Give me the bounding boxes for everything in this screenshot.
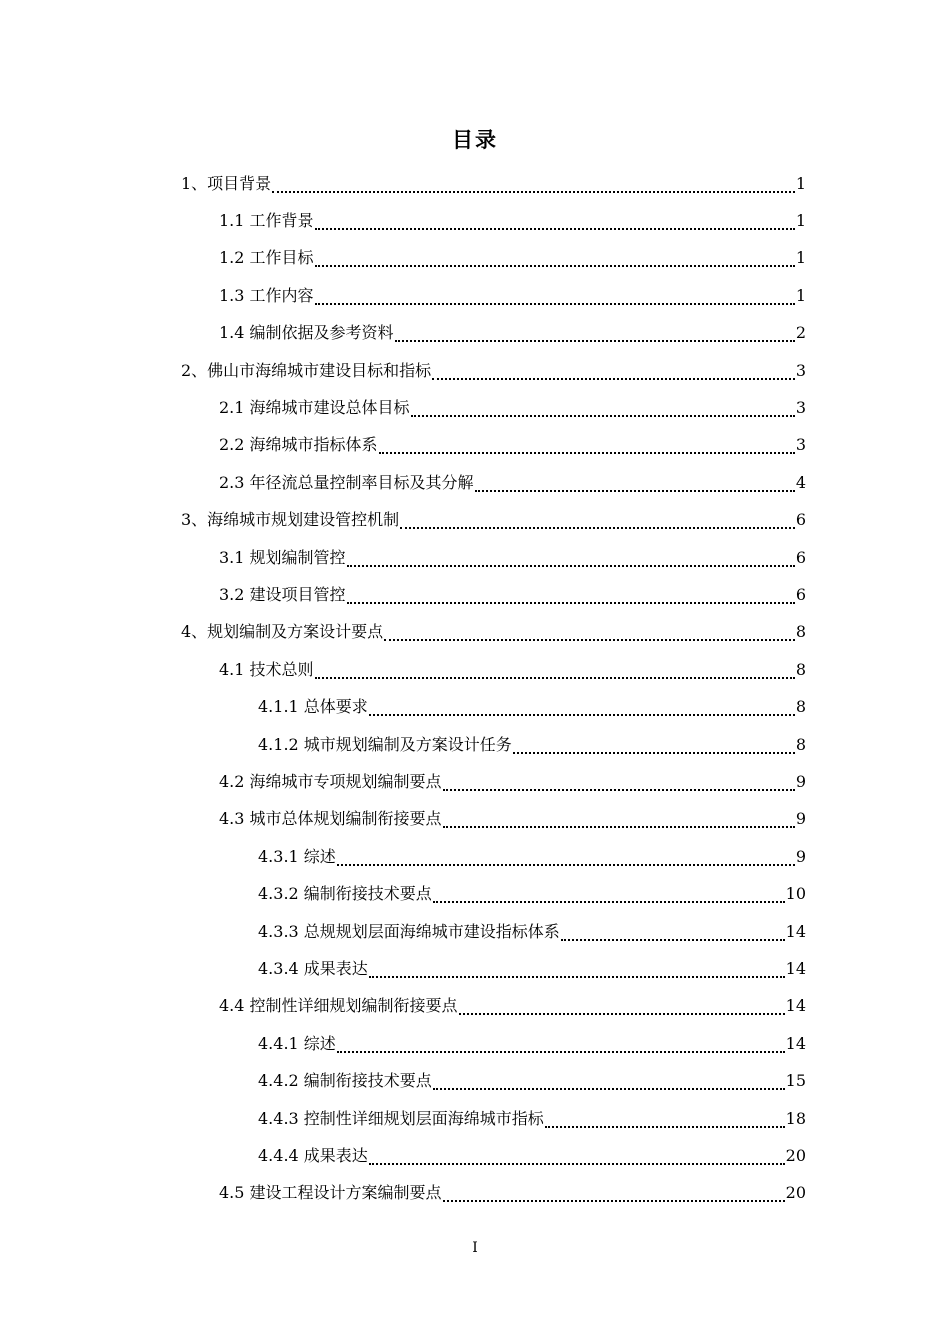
toc-entry[interactable]: [258, 913, 806, 950]
toc-entry-title: 4.3.2 编制衔接技术要点: [258, 884, 432, 904]
toc-entry-page: 14: [785, 921, 806, 941]
toc-entry[interactable]: [258, 726, 806, 763]
toc-entry-title: 4.3 城市总体规划编制衔接要点: [219, 809, 442, 829]
toc-entry-page: 9: [795, 771, 806, 791]
toc-entry[interactable]: [258, 689, 806, 726]
toc-entry-title: 1.4 编制依据及参考资料: [219, 323, 394, 343]
toc-dot-leader: [272, 181, 795, 193]
toc-dot-leader: [369, 1153, 785, 1165]
toc-entry-page: 1: [795, 173, 806, 193]
toc-entry-page: 1: [795, 285, 806, 305]
toc-dot-leader: [315, 293, 795, 305]
toc-dot-leader: [545, 1116, 785, 1128]
toc-entry-page: 10: [785, 884, 806, 904]
toc-dot-leader: [433, 891, 785, 903]
toc-entry-title: 1.1 工作背景: [219, 210, 314, 230]
toc-dot-leader: [347, 555, 795, 567]
toc-entry-page: 3: [795, 360, 806, 380]
toc-dot-leader: [411, 405, 795, 417]
toc-entry-title: 4.5 建设工程设计方案编制要点: [219, 1183, 442, 1203]
toc-dot-leader: [459, 1003, 785, 1015]
toc-dot-leader: [379, 442, 795, 454]
toc-entry[interactable]: [219, 427, 806, 464]
toc-entry[interactable]: [219, 576, 806, 613]
toc-entry[interactable]: [219, 202, 806, 239]
toc-entry[interactable]: [219, 763, 806, 800]
toc-entry-title: 4、规划编制及方案设计要点: [181, 622, 384, 642]
toc-entry-page: 8: [795, 659, 806, 679]
toc-entry-title: 4.4.4 成果表达: [258, 1145, 368, 1165]
toc-entry[interactable]: [219, 1175, 806, 1212]
toc-entry[interactable]: [219, 539, 806, 576]
toc-entry-page: 1: [795, 248, 806, 268]
toc-dot-leader: [369, 704, 795, 716]
toc-entry[interactable]: [219, 389, 806, 426]
toc-entry-title: 4.4.3 控制性详细规划层面海绵城市指标: [258, 1108, 544, 1128]
toc-entry[interactable]: [181, 502, 806, 539]
toc-entry-page: 2: [795, 323, 806, 343]
toc-entry-title: 3.2 建设项目管控: [219, 584, 346, 604]
toc-dot-leader: [315, 255, 795, 267]
toc-entry-title: 4.3.4 成果表达: [258, 958, 368, 978]
toc-entry-title: 1.3 工作内容: [219, 285, 314, 305]
toc-entry-title: 2.3 年径流总量控制率目标及其分解: [219, 472, 474, 492]
toc-entry-title: 4.1 技术总则: [219, 659, 314, 679]
toc-entry-page: 3: [795, 397, 806, 417]
toc-entry-page: 3: [795, 435, 806, 455]
toc-entry[interactable]: [258, 876, 806, 913]
toc-entry-page: 4: [795, 472, 806, 492]
toc-entry-page: 20: [785, 1145, 806, 1165]
toc-entry-page: 14: [785, 1033, 806, 1053]
toc-dot-leader: [561, 929, 785, 941]
toc-entry-title: 2、佛山市海绵城市建设目标和指标: [181, 360, 432, 380]
toc-entry-page: 8: [795, 697, 806, 717]
toc-dot-leader: [400, 517, 795, 529]
toc-dot-leader: [315, 667, 795, 679]
toc-entry-title: 4.1.2 城市规划编制及方案设计任务: [258, 734, 512, 754]
toc-dot-leader: [443, 816, 795, 828]
toc-dot-leader: [384, 629, 795, 641]
toc-entry[interactable]: [258, 1025, 806, 1062]
toc-entry-page: 9: [795, 809, 806, 829]
toc-entry[interactable]: [219, 801, 806, 838]
page-number: I: [472, 1240, 478, 1256]
toc-entry-title: 4.4 控制性详细规划编制衔接要点: [219, 996, 458, 1016]
toc-entry[interactable]: [181, 165, 806, 202]
toc-entry[interactable]: [181, 352, 806, 389]
toc-entry-title: 2.2 海绵城市指标体系: [219, 435, 378, 455]
toc-entry[interactable]: [258, 1137, 806, 1174]
toc-entry-page: 6: [795, 547, 806, 567]
toc-entry-page: 9: [795, 846, 806, 866]
toc-entry-page: 6: [795, 584, 806, 604]
toc-entry-page: 18: [785, 1108, 806, 1128]
toc-entry[interactable]: [258, 950, 806, 987]
toc-entry-page: 14: [785, 958, 806, 978]
toc-entry-page: 8: [795, 622, 806, 642]
toc-entry-page: 6: [795, 510, 806, 530]
toc-entry-title: 4.4.2 编制衔接技术要点: [258, 1071, 432, 1091]
toc-dot-leader: [337, 1041, 785, 1053]
toc-entry-page: 15: [785, 1071, 806, 1091]
toc-entry-page: 8: [795, 734, 806, 754]
toc-dot-leader: [369, 966, 785, 978]
toc-entry[interactable]: [219, 988, 806, 1025]
toc-entry-title: 3.1 规划编制管控: [219, 547, 346, 567]
toc-entry[interactable]: [219, 464, 806, 501]
toc-entry[interactable]: [219, 651, 806, 688]
toc-entry-page: 1: [795, 210, 806, 230]
toc-entry[interactable]: [219, 315, 806, 352]
toc-entry[interactable]: [258, 1063, 806, 1100]
toc-entry[interactable]: [181, 614, 806, 651]
toc-dot-leader: [443, 1190, 785, 1202]
toc-dot-leader: [315, 218, 795, 230]
toc-entry-title: 4.4.1 综述: [258, 1033, 336, 1053]
toc-dot-leader: [395, 330, 795, 342]
toc-dot-leader: [475, 480, 795, 492]
toc-dot-leader: [432, 368, 795, 380]
toc-dot-leader: [433, 1078, 785, 1090]
toc-dot-leader: [443, 779, 795, 791]
toc-entry-page: 14: [785, 996, 806, 1016]
toc-dot-leader: [337, 854, 795, 866]
toc-entry[interactable]: [258, 1100, 806, 1137]
toc-entry[interactable]: [219, 240, 806, 277]
page-title: 目录: [452, 128, 498, 152]
toc-entry-title: 4.3.1 综述: [258, 846, 336, 866]
toc-entry-title: 4.1.1 总体要求: [258, 697, 368, 717]
toc-entry-page: 20: [785, 1183, 806, 1203]
toc-entry-title: 2.1 海绵城市建设总体目标: [219, 397, 410, 417]
toc-entry-title: 1、项目背景: [181, 173, 272, 193]
toc-dot-leader: [513, 742, 795, 754]
toc-entry-title: 3、海绵城市规划建设管控机制: [181, 510, 400, 530]
toc-entry-title: 1.2 工作目标: [219, 248, 314, 268]
toc-dot-leader: [347, 592, 795, 604]
toc-entry-title: 4.2 海绵城市专项规划编制要点: [219, 771, 442, 791]
toc-entry-title: 4.3.3 总规规划层面海绵城市建设指标体系: [258, 921, 560, 941]
toc-entry[interactable]: [219, 277, 806, 314]
toc-entry[interactable]: [258, 838, 806, 875]
